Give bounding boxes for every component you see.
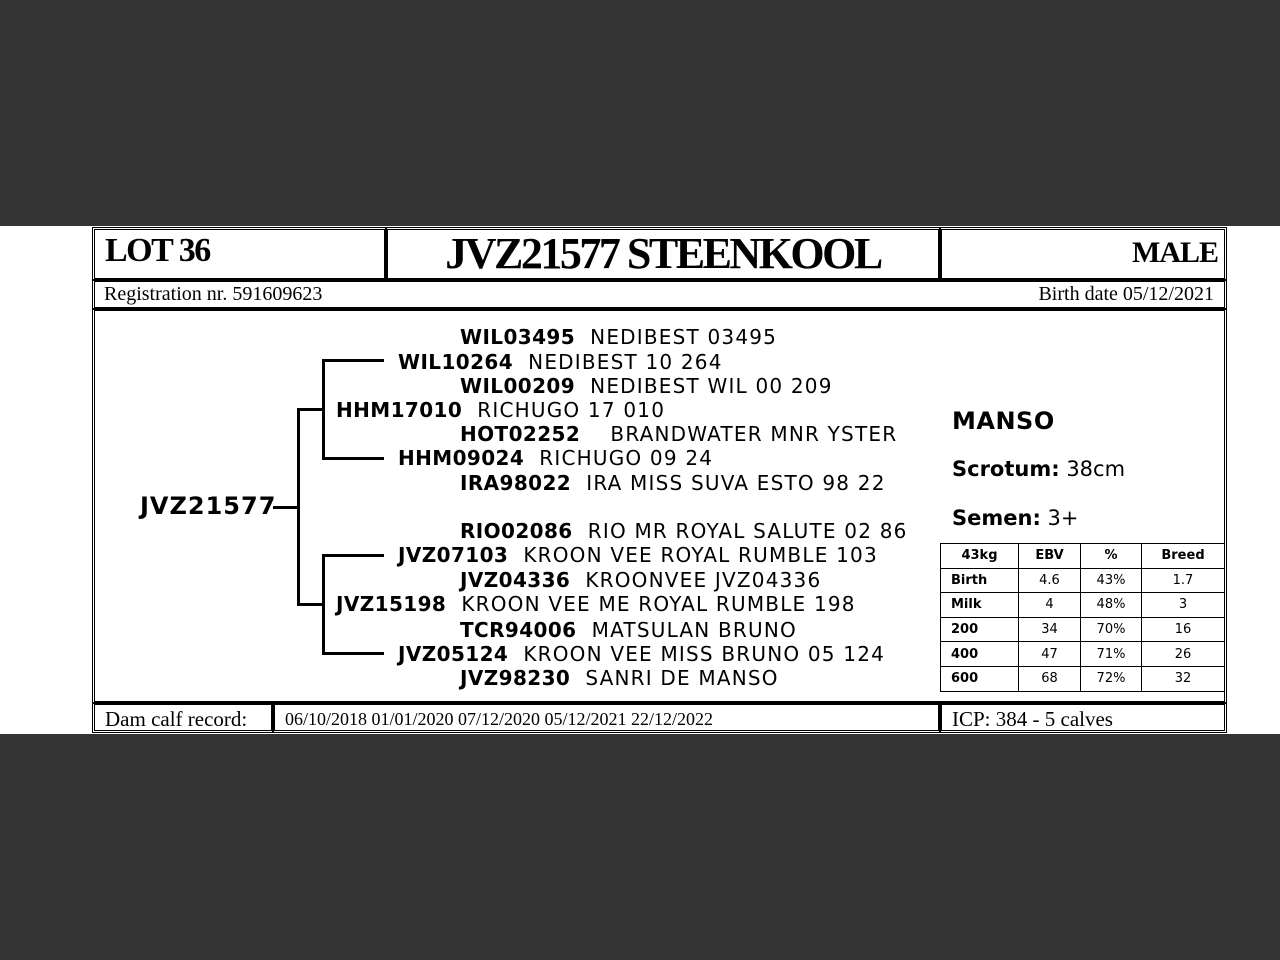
- table-cell: 48%: [1081, 593, 1142, 618]
- table-row: [941, 568, 1225, 593]
- table-cell: 47: [1019, 642, 1081, 667]
- column-header: 43kg: [941, 544, 1019, 569]
- table-cell: 71%: [1081, 642, 1142, 667]
- sire-sire-sire: WIL03495 NEDIBEST 03495: [460, 325, 778, 349]
- maternal-grandsire-name: MANSO: [952, 407, 1055, 435]
- table-row: [941, 666, 1225, 691]
- table-cell: 400: [941, 642, 1019, 667]
- tree-line: [322, 652, 384, 655]
- sire-sire-dam: WIL00209 NEDIBEST WIL 00 209: [460, 374, 833, 398]
- table-cell: 16: [1142, 617, 1225, 642]
- tree-line: [297, 408, 300, 606]
- table-cell: 200: [941, 617, 1019, 642]
- table-cell: 68: [1019, 666, 1081, 691]
- lot-number: LOT 36: [105, 232, 210, 269]
- table-cell: 600: [941, 666, 1019, 691]
- table-row: [941, 617, 1225, 642]
- column-header: Breed: [1142, 544, 1225, 569]
- sire: HHM17010 RICHUGO 17 010: [336, 398, 666, 422]
- ebv-table: [940, 543, 1225, 692]
- table-cell: 3: [1142, 593, 1225, 618]
- sire-dam-sire: HOT02252 BRANDWATER MNR YSTER: [460, 422, 898, 446]
- semen-info: Semen: 3+: [952, 506, 1079, 530]
- registration-number: Registration nr. 591609623: [104, 283, 323, 305]
- dam-sire-sire: RIO02086 RIO MR ROYAL SALUTE 02 86: [460, 519, 908, 543]
- table-cell: 70%: [1081, 617, 1142, 642]
- sire-dam: HHM09024 RICHUGO 09 24: [398, 446, 714, 470]
- column-header: EBV: [1019, 544, 1081, 569]
- sire-sire: WIL10264 NEDIBEST 10 264: [398, 350, 723, 374]
- dam-dam-dam: JVZ98230 SANRI DE MANSO: [460, 666, 779, 690]
- table-cell: 72%: [1081, 666, 1142, 691]
- tree-line: [297, 408, 324, 411]
- table-cell: Milk: [941, 593, 1019, 618]
- dam-dam: JVZ05124 KROON VEE MISS BRUNO 05 124: [398, 642, 886, 666]
- table-cell: 34: [1019, 617, 1081, 642]
- tree-line: [273, 506, 298, 509]
- table-row: [941, 642, 1225, 667]
- dam: JVZ15198 KROON VEE ME ROYAL RUMBLE 198: [336, 592, 856, 616]
- tree-line: [322, 359, 325, 460]
- table-cell: 4: [1019, 593, 1081, 618]
- table-header-row: [941, 544, 1225, 569]
- tree-line: [322, 457, 384, 460]
- tree-line: [322, 359, 384, 362]
- table-cell: 32: [1142, 666, 1225, 691]
- dam-sire-dam: JVZ04336 KROONVEE JVZ04336: [460, 568, 822, 592]
- table-cell: 43%: [1081, 568, 1142, 593]
- birth-date: Birth date 05/12/2021: [1038, 283, 1214, 305]
- tree-line: [322, 554, 325, 655]
- table-cell: 4.6: [1019, 568, 1081, 593]
- animal-title: JVZ21577 STEENKOOL: [445, 229, 881, 278]
- table-cell: 1.7: [1142, 568, 1225, 593]
- table-cell: 26: [1142, 642, 1225, 667]
- dam-sire: JVZ07103 KROON VEE ROYAL RUMBLE 103: [398, 543, 878, 567]
- dam-calf-record-dates: 06/10/2018 01/01/2020 07/12/2020 05/12/2021 22/12/2022: [285, 709, 714, 729]
- dam-calf-record-label: Dam calf record:: [105, 707, 248, 731]
- table-row: [941, 593, 1225, 618]
- scrotum-info: Scrotum: 38cm: [952, 457, 1126, 481]
- table-cell: Birth: [941, 568, 1019, 593]
- dam-dam-sire: TCR94006 MATSULAN BRUNO: [460, 618, 797, 642]
- sex-label: MALE: [1132, 236, 1218, 269]
- sire-dam-dam: IRA98022 IRA MISS SUVA ESTO 98 22: [460, 471, 886, 495]
- animal-code: JVZ21577: [140, 492, 277, 520]
- tree-line: [297, 603, 324, 606]
- tree-line: [322, 554, 384, 557]
- column-header: %: [1081, 544, 1142, 569]
- icp-value: ICP: 384 - 5 calves: [952, 707, 1113, 731]
